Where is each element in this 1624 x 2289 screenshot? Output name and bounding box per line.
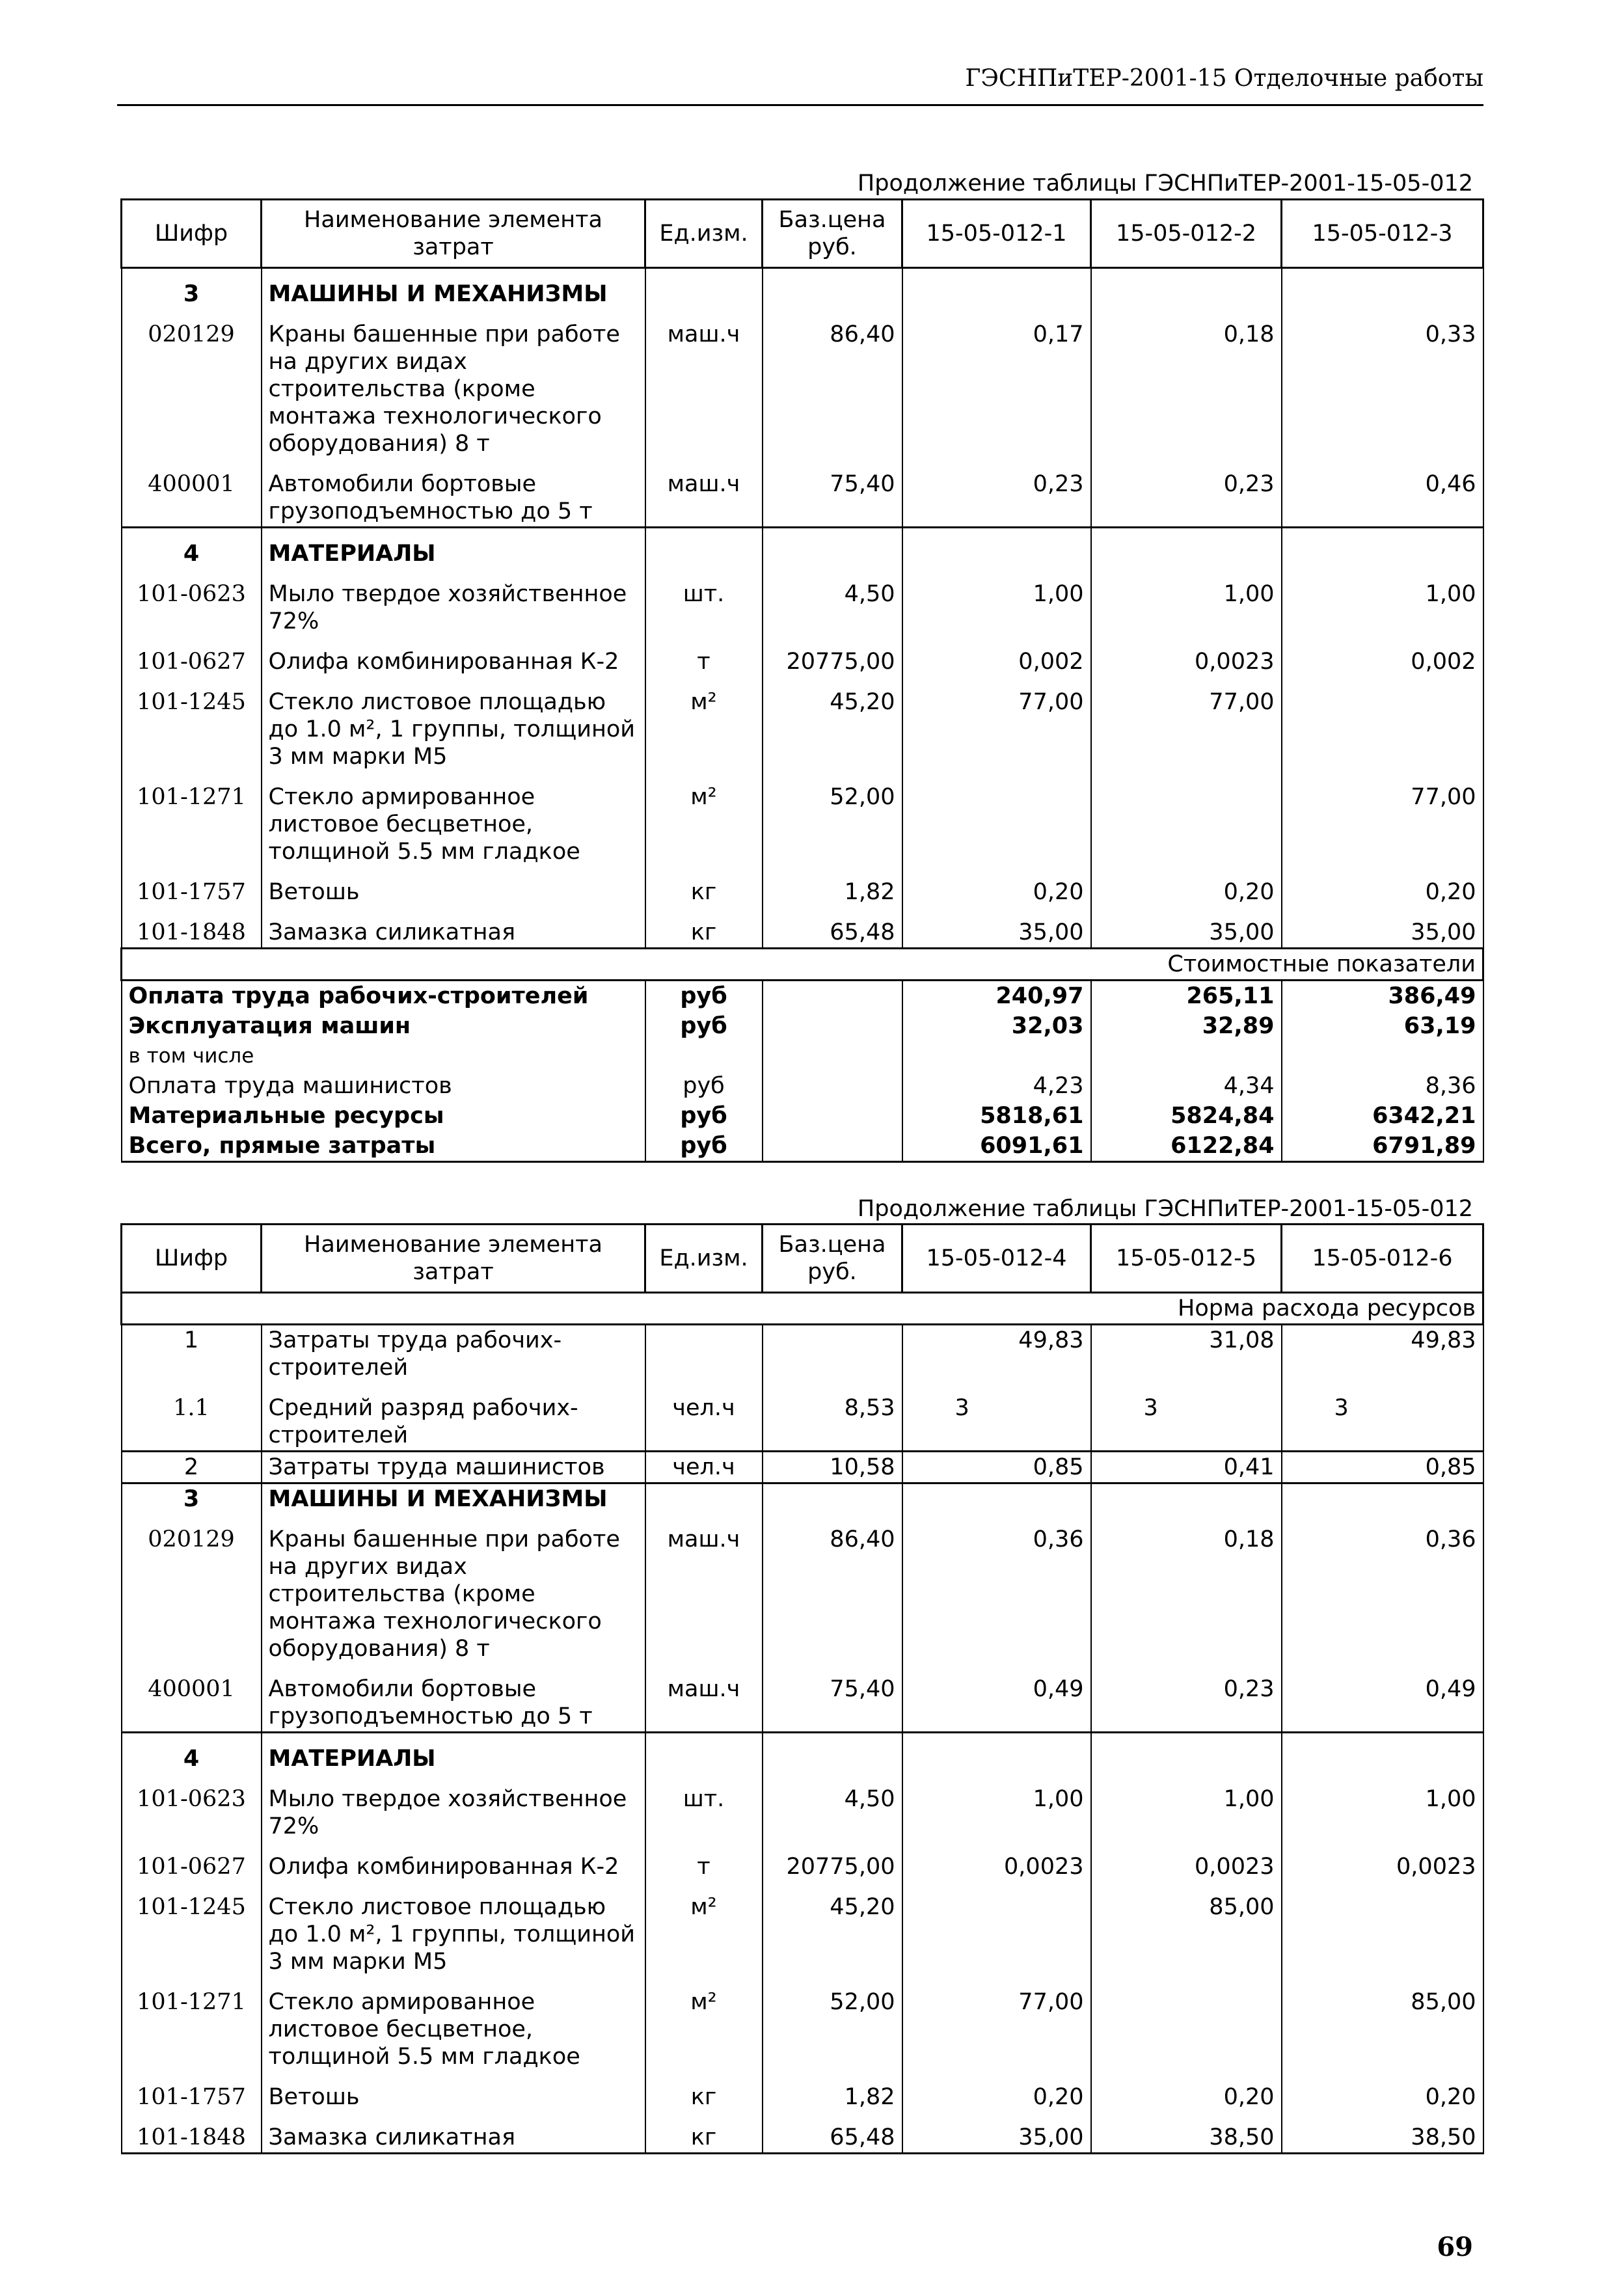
- row-code: 101-1757: [122, 2072, 262, 2112]
- norms-table-1: [120, 198, 1484, 1163]
- row-value: 0,20: [1091, 2072, 1282, 2112]
- column-header: Наименование элемента затрат: [262, 1225, 645, 1293]
- row-price: 45,20: [763, 1882, 902, 1977]
- row-unit: кг: [645, 2112, 763, 2154]
- page-number: 69: [1437, 2232, 1473, 2262]
- cost-name: Всего, прямые затраты: [122, 1131, 645, 1162]
- table-header-row: [122, 200, 1483, 268]
- row-value: 49,83: [902, 1325, 1091, 1383]
- row-price: 75,40: [763, 1664, 902, 1733]
- row-price: 1,82: [763, 867, 902, 907]
- table-row: [122, 1383, 1483, 1452]
- band-row: [122, 949, 1483, 981]
- row-unit: т: [645, 1841, 763, 1882]
- row-unit: чел.ч: [645, 1383, 763, 1452]
- row-code: 020129: [122, 1514, 262, 1664]
- row-value: 0,0023: [1091, 636, 1282, 677]
- row-code: 101-1271: [122, 1977, 262, 2072]
- column-header: Ед.изм.: [645, 200, 763, 268]
- row-value: 35,00: [1282, 907, 1483, 949]
- cost-unit: руб: [645, 1011, 763, 1041]
- table-caption: Продолжение таблицы ГЭСНПиТЕР-2001-15-05-012: [857, 1196, 1473, 1222]
- column-header: 15-05-012-6: [1282, 1225, 1483, 1293]
- row-unit: кг: [645, 2072, 763, 2112]
- column-header: 15-05-012-3: [1282, 200, 1483, 268]
- cost-value: 4,23: [902, 1071, 1091, 1101]
- column-header: 15-05-012-5: [1091, 1225, 1282, 1293]
- row-code: 1.1: [122, 1383, 262, 1452]
- row-price: 20775,00: [763, 636, 902, 677]
- section-row: [122, 528, 1483, 569]
- row-price: 52,00: [763, 772, 902, 867]
- row-code: 101-1245: [122, 677, 262, 772]
- row-name: Затраты труда машинистов: [262, 1452, 645, 1483]
- section-row: [122, 268, 1483, 310]
- cost-name: Материальные ресурсы: [122, 1101, 645, 1131]
- row-value: 0,18: [1091, 1514, 1282, 1664]
- row-price: 1,82: [763, 2072, 902, 2112]
- row-unit: м²: [645, 677, 763, 772]
- section-row: [122, 1733, 1483, 1774]
- row-code: 101-1271: [122, 772, 262, 867]
- row-value: 0,36: [902, 1514, 1091, 1664]
- cost-value: 5824,84: [1091, 1101, 1282, 1131]
- section-row: [122, 1483, 1483, 1515]
- row-value: 3: [1091, 1383, 1282, 1452]
- cost-value: 6091,61: [902, 1131, 1091, 1162]
- row-value: 0,23: [902, 459, 1091, 528]
- row-value: 0,20: [902, 2072, 1091, 2112]
- running-header: ГЭСНПиТЕР-2001-15 Отделочные работы: [965, 65, 1483, 92]
- row-value: 0,23: [1091, 459, 1282, 528]
- row-value: 77,00: [902, 1977, 1091, 2072]
- row-price: 45,20: [763, 677, 902, 772]
- row-value: 38,50: [1091, 2112, 1282, 2154]
- row-name: Мыло твердое хозяйственное 72%: [262, 1774, 645, 1841]
- row-value: 0,41: [1091, 1452, 1282, 1483]
- row-name: Замазка силикатная: [262, 2112, 645, 2154]
- row-unit: маш.ч: [645, 459, 763, 528]
- cost-unit: руб: [645, 1101, 763, 1131]
- row-code: 020129: [122, 309, 262, 459]
- row-value: 0,17: [902, 309, 1091, 459]
- column-header: Шифр: [122, 1225, 262, 1293]
- row-value: 1,00: [1282, 1774, 1483, 1841]
- row-value: 35,00: [902, 907, 1091, 949]
- row-code: 400001: [122, 459, 262, 528]
- cost-unit: руб: [645, 1131, 763, 1162]
- row-value: 1,00: [1282, 569, 1483, 636]
- cost-name: в том числе: [122, 1041, 645, 1071]
- row-name: Средний разряд рабочих-строителей: [262, 1383, 645, 1452]
- row-value: [902, 1882, 1091, 1977]
- row-name: МАТЕРИАЛЫ: [262, 1733, 645, 1774]
- row-value: 77,00: [1091, 677, 1282, 772]
- row-value: 0,49: [1282, 1664, 1483, 1733]
- table-row: [122, 459, 1483, 528]
- cost-value: 6122,84: [1091, 1131, 1282, 1162]
- row-value: 3: [902, 1383, 1091, 1452]
- row-code: 101-0627: [122, 1841, 262, 1882]
- table-row: [122, 1325, 1483, 1383]
- row-price: 65,48: [763, 907, 902, 949]
- row-unit: шт.: [645, 1774, 763, 1841]
- row-value: 0,0023: [1282, 1841, 1483, 1882]
- row-name: Ветошь: [262, 867, 645, 907]
- cost-value: 6791,89: [1282, 1131, 1483, 1162]
- column-header: 15-05-012-1: [902, 200, 1091, 268]
- row-value: 0,33: [1282, 309, 1483, 459]
- row-value: 0,20: [902, 867, 1091, 907]
- row-value: 77,00: [902, 677, 1091, 772]
- row-name: Мыло твердое хозяйственное 72%: [262, 569, 645, 636]
- cost-row: [122, 981, 1483, 1012]
- row-code: 101-1757: [122, 867, 262, 907]
- row-value: 38,50: [1282, 2112, 1483, 2154]
- row-price: 65,48: [763, 2112, 902, 2154]
- cost-row: [122, 1071, 1483, 1101]
- row-name: Автомобили бортовые грузоподъемностью до 5 т: [262, 459, 645, 528]
- row-value: 0,0023: [902, 1841, 1091, 1882]
- row-value: 0,20: [1282, 2072, 1483, 2112]
- cost-value: 265,11: [1091, 981, 1282, 1012]
- row-code: 400001: [122, 1664, 262, 1733]
- row-name: Автомобили бортовые грузоподъемностью до 5 т: [262, 1664, 645, 1733]
- row-price: 86,40: [763, 1514, 902, 1664]
- row-value: 85,00: [1282, 1977, 1483, 2072]
- cost-row: [122, 1131, 1483, 1162]
- row-code: 101-0623: [122, 569, 262, 636]
- row-name: Стекло листовое площадью до 1.0 м², 1 группы, толщиной 3 мм марки М5: [262, 677, 645, 772]
- row-price: 20775,00: [763, 1841, 902, 1882]
- cost-value: 32,03: [902, 1011, 1091, 1041]
- row-value: 1,00: [902, 569, 1091, 636]
- cost-value: 240,97: [902, 981, 1091, 1012]
- row-value: 0,20: [1091, 867, 1282, 907]
- table-row: [122, 907, 1483, 949]
- row-unit: маш.ч: [645, 1664, 763, 1733]
- row-value: 0,49: [902, 1664, 1091, 1733]
- column-header: Баз.цена руб.: [763, 200, 902, 268]
- row-value: 1,00: [1091, 1774, 1282, 1841]
- column-header: Ед.изм.: [645, 1225, 763, 1293]
- table-caption: Продолжение таблицы ГЭСНПиТЕР-2001-15-05-012: [857, 170, 1473, 196]
- row-price: 52,00: [763, 1977, 902, 2072]
- row-code: 3: [122, 268, 262, 310]
- row-value: 0,85: [1282, 1452, 1483, 1483]
- row-code: 3: [122, 1483, 262, 1515]
- row-price: 8,53: [763, 1383, 902, 1452]
- row-code: 2: [122, 1452, 262, 1483]
- row-name: МАШИНЫ И МЕХАНИЗМЫ: [262, 1483, 645, 1515]
- table-row: [122, 772, 1483, 867]
- column-header: 15-05-012-2: [1091, 200, 1282, 268]
- row-value: 3: [1282, 1383, 1483, 1452]
- cost-name: Эксплуатация машин: [122, 1011, 645, 1041]
- row-value: [1282, 1882, 1483, 1977]
- cost-value: 4,34: [1091, 1071, 1282, 1101]
- column-header: Наименование элемента затрат: [262, 200, 645, 268]
- row-unit: маш.ч: [645, 1514, 763, 1664]
- row-value: 0,18: [1091, 309, 1282, 459]
- table-row: [122, 309, 1483, 459]
- norms-table-2: [120, 1223, 1484, 2154]
- row-value: 0,0023: [1091, 1841, 1282, 1882]
- table-row: [122, 636, 1483, 677]
- cost-name: Оплата труда машинистов: [122, 1071, 645, 1101]
- row-value: [902, 772, 1091, 867]
- cost-value: 5818,61: [902, 1101, 1091, 1131]
- table-row: [122, 1664, 1483, 1733]
- row-value: 77,00: [1282, 772, 1483, 867]
- row-code: 4: [122, 1733, 262, 1774]
- row-unit: [645, 1325, 763, 1383]
- table-row: [122, 569, 1483, 636]
- row-value: 35,00: [902, 2112, 1091, 2154]
- band-row: [122, 1293, 1483, 1325]
- row-code: 101-1245: [122, 1882, 262, 1977]
- row-value: 49,83: [1282, 1325, 1483, 1383]
- row-code: 101-0627: [122, 636, 262, 677]
- header-rule: [117, 104, 1483, 106]
- row-unit: м²: [645, 772, 763, 867]
- table-row: [122, 677, 1483, 772]
- row-value: [1091, 1977, 1282, 2072]
- row-code: 101-0623: [122, 1774, 262, 1841]
- table-row: [122, 1774, 1483, 1841]
- row-code: 101-1848: [122, 907, 262, 949]
- table-row: [122, 1977, 1483, 2072]
- cost-unit: руб: [645, 981, 763, 1012]
- row-code: 1: [122, 1325, 262, 1383]
- column-header: Шифр: [122, 200, 262, 268]
- row-name: Ветошь: [262, 2072, 645, 2112]
- row-price: 10,58: [763, 1452, 902, 1483]
- row-value: 31,08: [1091, 1325, 1282, 1383]
- row-unit: м²: [645, 1882, 763, 1977]
- row-value: 0,002: [902, 636, 1091, 677]
- row-value: 0,002: [1282, 636, 1483, 677]
- row-name: Олифа комбинированная К-2: [262, 1841, 645, 1882]
- row-name: МАТЕРИАЛЫ: [262, 528, 645, 569]
- row-unit: м²: [645, 1977, 763, 2072]
- row-value: 0,85: [902, 1452, 1091, 1483]
- cost-value: 32,89: [1091, 1011, 1282, 1041]
- band-label: Норма расхода ресурсов: [122, 1293, 1483, 1325]
- row-price: 4,50: [763, 1774, 902, 1841]
- band-label: Стоимостные показатели: [122, 949, 1483, 981]
- cost-value: 8,36: [1282, 1071, 1483, 1101]
- row-name: Затраты труда рабочих-строителей: [262, 1325, 645, 1383]
- row-value: 0,20: [1282, 867, 1483, 907]
- row-unit: шт.: [645, 569, 763, 636]
- table-row: [122, 2112, 1483, 2154]
- cost-value: 386,49: [1282, 981, 1483, 1012]
- table-row: [122, 1514, 1483, 1664]
- row-price: 86,40: [763, 309, 902, 459]
- column-header: Баз.цена руб.: [763, 1225, 902, 1293]
- row-value: [1282, 677, 1483, 772]
- row-name: Краны башенные при работе на других видах строительства (кроме монтажа технологического оборудования) 8 т: [262, 309, 645, 459]
- row-name: Краны башенные при работе на других видах строительства (кроме монтажа технологического оборудования) 8 т: [262, 1514, 645, 1664]
- row-value: 0,23: [1091, 1664, 1282, 1733]
- row-value: 85,00: [1091, 1882, 1282, 1977]
- row-name: Стекло листовое площадью до 1.0 м², 1 группы, толщиной 3 мм марки М5: [262, 1882, 645, 1977]
- row-unit: кг: [645, 907, 763, 949]
- row-unit: чел.ч: [645, 1452, 763, 1483]
- row-value: 35,00: [1091, 907, 1282, 949]
- cost-row: [122, 1101, 1483, 1131]
- row-name: Олифа комбинированная К-2: [262, 636, 645, 677]
- row-name: МАШИНЫ И МЕХАНИЗМЫ: [262, 268, 645, 310]
- table-row: [122, 1841, 1483, 1882]
- row-name: Замазка силикатная: [262, 907, 645, 949]
- cost-value: 6342,21: [1282, 1101, 1483, 1131]
- row-name: Стекло армированное листовое бесцветное, толщиной 5.5 мм гладкое: [262, 1977, 645, 2072]
- cost-row: [122, 1041, 1483, 1071]
- row-value: 0,46: [1282, 459, 1483, 528]
- cost-name: Оплата труда рабочих-строителей: [122, 981, 645, 1012]
- row-value: 1,00: [1091, 569, 1282, 636]
- table-row: [122, 2072, 1483, 2112]
- row-price: [763, 1325, 902, 1383]
- row-name: Стекло армированное листовое бесцветное, толщиной 5.5 мм гладкое: [262, 772, 645, 867]
- cost-value: 63,19: [1282, 1011, 1483, 1041]
- row-price: 4,50: [763, 569, 902, 636]
- row-code: 4: [122, 528, 262, 569]
- row-price: 75,40: [763, 459, 902, 528]
- row-value: [1091, 772, 1282, 867]
- column-header: 15-05-012-4: [902, 1225, 1091, 1293]
- table-row: [122, 867, 1483, 907]
- row-value: 1,00: [902, 1774, 1091, 1841]
- row-unit: кг: [645, 867, 763, 907]
- row-unit: маш.ч: [645, 309, 763, 459]
- row-value: 0,36: [1282, 1514, 1483, 1664]
- cost-unit: руб: [645, 1071, 763, 1101]
- table-row: [122, 1452, 1483, 1483]
- row-code: 101-1848: [122, 2112, 262, 2154]
- table-row: [122, 1882, 1483, 1977]
- row-unit: т: [645, 636, 763, 677]
- table-header-row: [122, 1225, 1483, 1293]
- cost-row: [122, 1011, 1483, 1041]
